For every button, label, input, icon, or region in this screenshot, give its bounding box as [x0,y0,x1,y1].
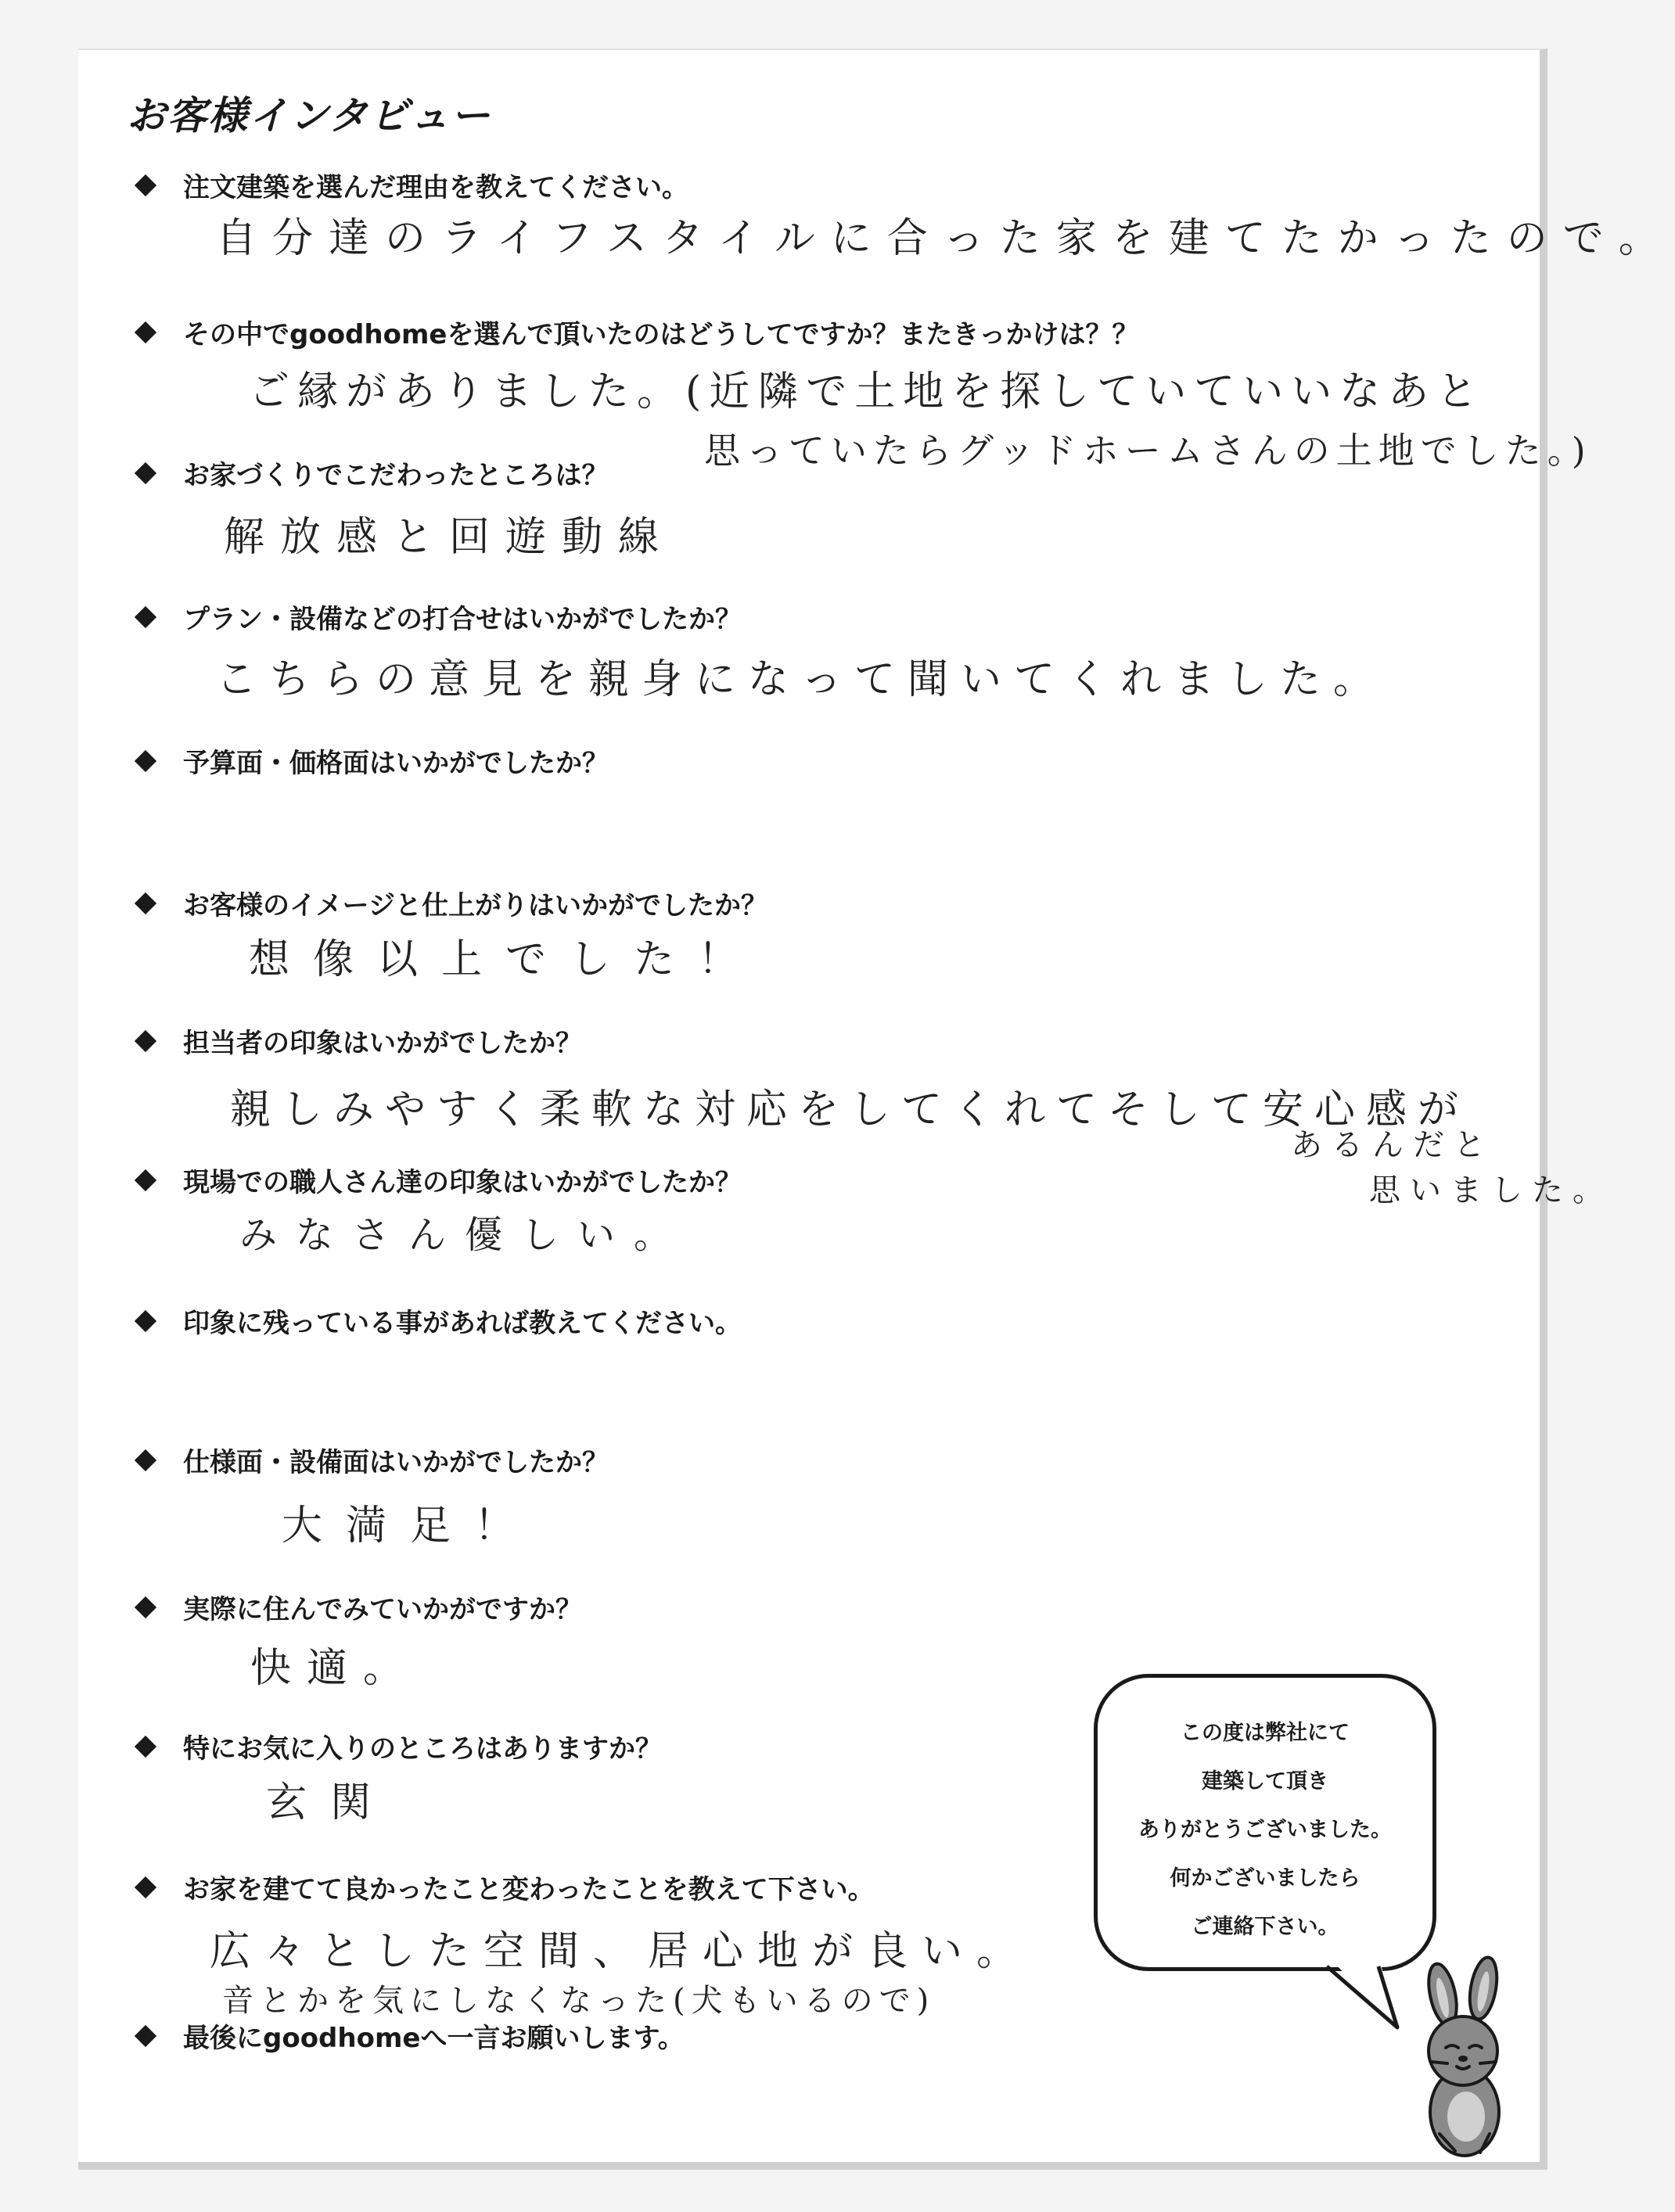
diamond-bullet-icon [135,749,156,771]
answer-6: 想像以上でした！ [249,936,763,983]
answer-13-line-2: 音とかを気にしなくなった(犬もいるので) [222,1983,936,2019]
diamond-bullet-icon [135,892,156,914]
question-9: 印象に残っている事があれば教えてください。 [138,1302,742,1340]
diamond-bullet-icon [135,2024,156,2046]
question-6: お客様のイメージと仕上がりはいかがでしたか？ [138,884,767,922]
bubble-line: 何かございましたら [1170,1866,1360,1891]
answer-1: 自分達のライフスタイルに合った家を建てたかったので。 [216,215,1675,262]
answer-7-line-2: あるんだと [1291,1127,1494,1163]
question-3: お家づくりでこだわったところは？ [138,454,609,492]
answer-10: 大満足！ [282,1503,539,1549]
question-4: プラン・設備などの打合せはいかがでしたか？ [138,598,742,636]
page-title: お客様インタビュー [127,93,491,138]
diamond-bullet-icon [135,605,156,627]
question-7: 担当者の印象はいかがでしたか？ [138,1022,582,1060]
answer-7: 親しみやすく柔軟な対応をしてくれてそして安心感が [230,1086,1470,1133]
answer-13: 広々とした空間、居心地が良い。 [210,1928,1032,1975]
diamond-bullet-icon [135,321,156,343]
question-10: 仕様面・設備面はいかがでしたか？ [138,1441,609,1479]
bubble-line: ご連絡下さい。 [1191,1915,1339,1939]
diamond-bullet-icon [135,1449,156,1470]
question-1: 注文建築を選んだ理由を教えてください。 [138,166,688,204]
question-5: 予算面・価格面はいかがでしたか？ [138,742,609,780]
question-12: 特にお気に入りのところはありますか？ [138,1727,662,1765]
question-11: 実際に住んでみていかがですか？ [138,1588,582,1626]
diamond-bullet-icon [135,1169,156,1190]
answer-11: 快適。 [250,1645,420,1692]
answer-2-line-2: 思っていたらグッドホームさんの土地でした。) [704,429,1592,472]
diamond-bullet-icon [135,1309,156,1331]
answer-8: みなさん優しい。 [239,1213,691,1257]
bubble-line: 建築して頂き [1202,1769,1328,1794]
answer-4: こちらの意見を親身になって聞いてくれました。 [216,656,1387,703]
speech-bubble-tail [1322,1955,1408,2034]
bubble-line: この度は弊社にて [1181,1721,1350,1745]
answer-3: 解放感と回遊動線 [224,514,675,561]
rabbit-mascot-icon [1408,1955,1533,2167]
answer-12: 玄関 [266,1779,395,1826]
question-13: お家を建てて良かったこと変わったことを教えて下さい。 [138,1868,875,1906]
diamond-bullet-icon [135,1735,156,1757]
diamond-bullet-icon [135,1876,156,1898]
answer-2: ご縁がありました。(近隣で土地を探していていいなあと [249,368,1486,415]
diamond-bullet-icon [135,461,156,483]
diamond-bullet-icon [135,1596,156,1618]
bubble-line: ありがとうございました。 [1138,1818,1392,1842]
question-2: その中でgoodhomeを選んで頂いたのはどうしてですか？またきっかけは？？ [138,313,1138,351]
diamond-bullet-icon [135,174,156,196]
diamond-bullet-icon [135,1029,156,1051]
answer-7-line-3: 思いました。 [1369,1172,1613,1208]
thank-you-speech-bubble [1094,1674,1436,1971]
question-14: 最後にgoodhomeへ一言お願いします。 [138,2016,685,2055]
question-8: 現場での職人さん達の印象はいかがでしたか？ [138,1161,742,1199]
